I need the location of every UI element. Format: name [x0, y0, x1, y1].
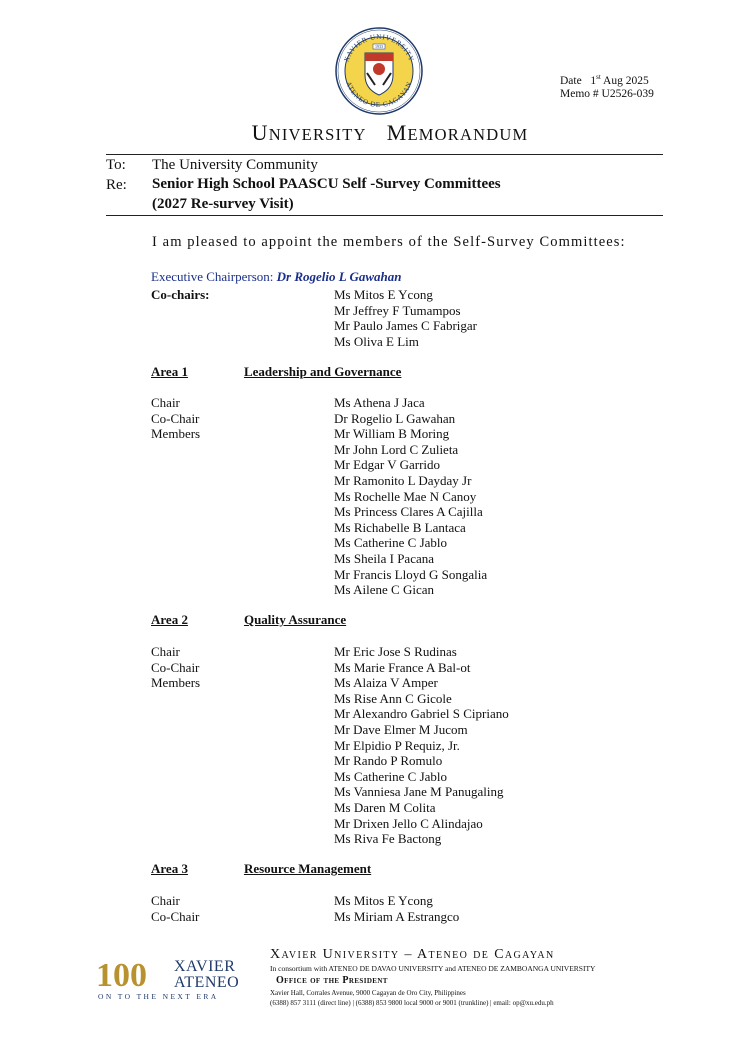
area-2-roles	[151, 644, 200, 691]
executive-chairperson: Executive Chairperson: Dr Rogelio L Gawahan	[151, 269, 402, 284]
university-seal-logo	[335, 27, 423, 115]
list-item: Mr Rando P Romulo	[334, 753, 443, 769]
svg-text:1933: 1933	[375, 44, 383, 49]
intro-text: I am pleased to appoint the members of the Self-Survey Committees:	[152, 234, 626, 250]
list-item: Mr Alexandro Gabriel S Cipriano	[334, 706, 509, 722]
list-item: Ms Rise Ann C Gicole	[334, 690, 452, 706]
list-item: Mr William B Moring	[334, 426, 450, 442]
role-label: Co-Chair	[151, 659, 200, 675]
area-3-heading: Area 3 Resource Management	[151, 861, 372, 876]
list-item: Ms Miriam A Estrangco	[334, 908, 460, 924]
list-item: Mr Elpidio P Requiz, Jr.	[334, 737, 460, 753]
logo-word-1: XAVIER	[174, 958, 236, 975]
area-3-roles	[151, 893, 199, 924]
list-item: Ms Catherine C Jablo	[334, 768, 448, 784]
list-item: Ms Richabelle B Lantaca	[334, 519, 466, 535]
logo-number: 100	[96, 957, 147, 994]
list-item: Mr Dave Elmer M Jucom	[334, 721, 468, 737]
header-top-rule	[106, 154, 663, 155]
svg-text:ATENEO DE CAGAYAN: ATENEO DE CAGAYAN	[344, 80, 414, 110]
list-item: Ms Oliva E Lim	[334, 333, 419, 349]
list-item: Ms Daren M Colita	[334, 799, 436, 815]
memo-title: UNIVERSITY MEMORANDUM	[251, 120, 529, 145]
area-2-names	[334, 644, 509, 847]
logo-tagline: ON TO THE NEXT ERA	[98, 992, 219, 1001]
role-label: Co-Chair	[151, 908, 200, 924]
area-3-names	[334, 893, 459, 924]
role-label: Chair	[151, 644, 180, 659]
role-label: Members	[151, 675, 201, 691]
area-2-heading: Area 2 Quality Assurance	[151, 612, 347, 627]
list-item: Mr John Lord C Zulieta	[334, 441, 459, 457]
list-item: Mr Francis Lloyd G Songalia	[334, 566, 488, 582]
list-item: Ms Rochelle Mae N Canoy	[334, 488, 477, 504]
footer-address: Xavier Hall, Corrales Avenue, 9000 Cagayan de Oro City, Philippines	[270, 989, 466, 997]
list-item: Mr Edgar V Garrido	[334, 457, 441, 473]
list-item: Ms Alaiza V Amper	[334, 675, 438, 691]
svg-text:XAVIER UNIVERSITY: XAVIER UNIVERSITY	[342, 32, 416, 64]
list-item: Ms Ailene C Gican	[334, 582, 435, 598]
list-item: Mr Ramonito L Dayday Jr	[334, 472, 472, 488]
area-1-names	[334, 395, 487, 598]
list-item: Dr Rogelio L Gawahan	[334, 410, 456, 426]
list-item: Mr Jeffrey F Tumampos	[334, 302, 461, 318]
header-bottom-rule	[106, 215, 663, 216]
area-1-heading: Area 1 Leadership and Governance	[151, 364, 402, 379]
role-label: Chair	[151, 893, 180, 908]
memo-number: Memo # U2526-039	[560, 87, 654, 100]
footer-office: Office of the President	[276, 975, 388, 986]
cochairs-list	[334, 287, 477, 349]
logo-word-2: ATENEO	[174, 974, 240, 991]
area-1-roles	[151, 395, 200, 442]
list-item: Mr Eric Jose S Rudinas	[334, 644, 457, 659]
list-item: Ms Princess Clares A Cajilla	[334, 504, 483, 520]
to-value: The University Community	[152, 157, 318, 173]
list-item: Mr Paulo James C Fabrigar	[334, 318, 477, 334]
footer-consortium: In consortium with ATENEO DE DAVAO UNIVERSITY and ATENEO DE ZAMBOANGA UNIVERSITY	[270, 964, 596, 973]
list-item: Ms Mitos E Ycong	[334, 893, 433, 908]
re-value-line1: Senior High School PAASCU Self -Survey Committees	[152, 176, 501, 192]
list-item: Ms Catherine C Jablo	[334, 535, 448, 551]
list-item: Ms Sheila I Pacana	[334, 550, 435, 566]
role-label: Chair	[151, 395, 180, 410]
memo-meta	[560, 71, 654, 101]
list-item: Ms Mitos E Ycong	[334, 287, 433, 302]
list-item: Ms Riva Fe Bactong	[334, 831, 442, 847]
centennial-logo	[96, 953, 256, 1003]
cochairs-label: Co-chairs:	[151, 287, 210, 302]
re-value-line2: (2027 Re-survey Visit)	[152, 196, 294, 212]
role-label: Co-Chair	[151, 410, 200, 426]
memo-date: Date 1st Aug 2025	[560, 73, 649, 87]
list-item: Mr Drixen Jello C Alindajao	[334, 815, 483, 831]
footer-address-block	[270, 988, 554, 1008]
list-item: Ms Athena J Jaca	[334, 395, 425, 410]
footer-university: Xavier University – Ateneo de Cagayan	[270, 947, 555, 962]
footer-contacts: (6388) 857 3111 (direct line) | (6388) 853 9800 local 9000 or 9001 (trunkline) | email: op@xu.edu.ph	[270, 999, 554, 1007]
re-label: Re:	[106, 177, 127, 193]
to-label: To:	[106, 157, 126, 173]
role-label: Members	[151, 426, 201, 442]
list-item: Ms Marie France A Bal-ot	[334, 659, 471, 675]
list-item: Ms Vanniesa Jane M Panugaling	[334, 784, 504, 800]
